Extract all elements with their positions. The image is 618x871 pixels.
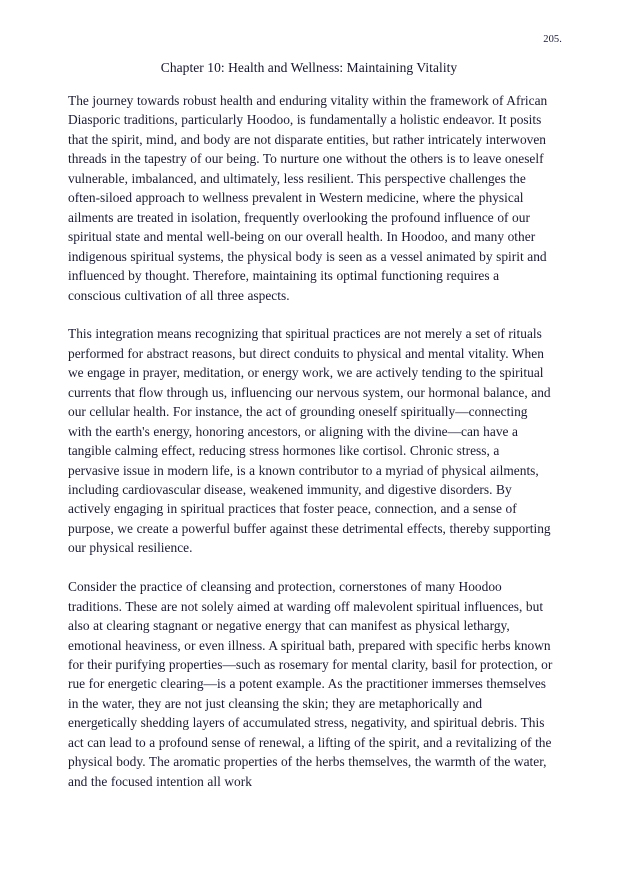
paragraph-3: Consider the practice of cleansing and protection, cornerstones of many Hoodoo traditions. These are not solely aimed at warding off malevolent spiritual influences, but also at clearing stagnant or negative energy that can manifest as physical lethargy, emotional heaviness, or even illness. A spiritual bath, prepared with specific herbs known for their purifying properties—such as rosemary for mental clarity, basil for protection, or rue for energetic clearing—is a potent example. As the practitioner immerses themselves in the water, they are not just cleansing the skin; they are metaphorically and energetically shedding layers of accumulated stress, negativity, and spiritual debris. This act can lead to a profound sense of renewal, a lifting of the spirit, and a revitalizing of the physical body. The aromatic properties of the herbs themselves, the warmth of the water, and the focused intention all work [68, 579, 553, 789]
page-number: 205. [543, 34, 562, 45]
body-text-container [68, 91, 554, 791]
paragraph-2: This integration means recognizing that spiritual practices are not merely a set of rituals performed for abstract reasons, but direct conduits to physical and mental vitality. When we engage in prayer, meditation, or energy work, we are actively tending to the spiritual currents that flow through us, influencing our nervous system, our hormonal balance, and our cellular health. For instance, the act of grounding oneself spiritually—connecting with the earth's energy, honoring ancestors, or aligning with the divine—can have a tangible calming effect, reducing stress hormones like cortisol. Chronic stress, a pervasive issue in modern life, is a known contributor to a myriad of physical ailments, including cardiovascular disease, weakened immunity, and digestive disorders. By actively engaging in spiritual practices that foster peace, connection, and a sense of purpose, we create a powerful buffer against these detrimental effects, thereby supporting our physical resilience. [68, 326, 551, 556]
chapter-title: Chapter 10: Health and Wellness: Maintaining Vitality [160, 60, 458, 75]
paragraph-1: The journey towards robust health and enduring vitality within the framework of African Diasporic traditions, particularly Hoodoo, is fundamentally a holistic endeavor. It posits that the spirit, mind, and body are not disparate entities, but rather intricately interwoven threads in the tapestry of our being. To nurture one without the others is to leave oneself vulnerable, imbalanced, and ultimately, less resilient. This perspective challenges the often-siloed approach to wellness prevalent in Western medicine, where the physical ailments are treated in isolation, frequently overlooking the profound influence of our spiritual state and mental well-being on our overall health. In Hoodoo, and many other indigenous spiritual systems, the physical body is seen as a vessel animated by spirit and influenced by thought. Therefore, maintaining its optimal functioning requires a conscious cultivation of all three aspects. [68, 93, 548, 303]
